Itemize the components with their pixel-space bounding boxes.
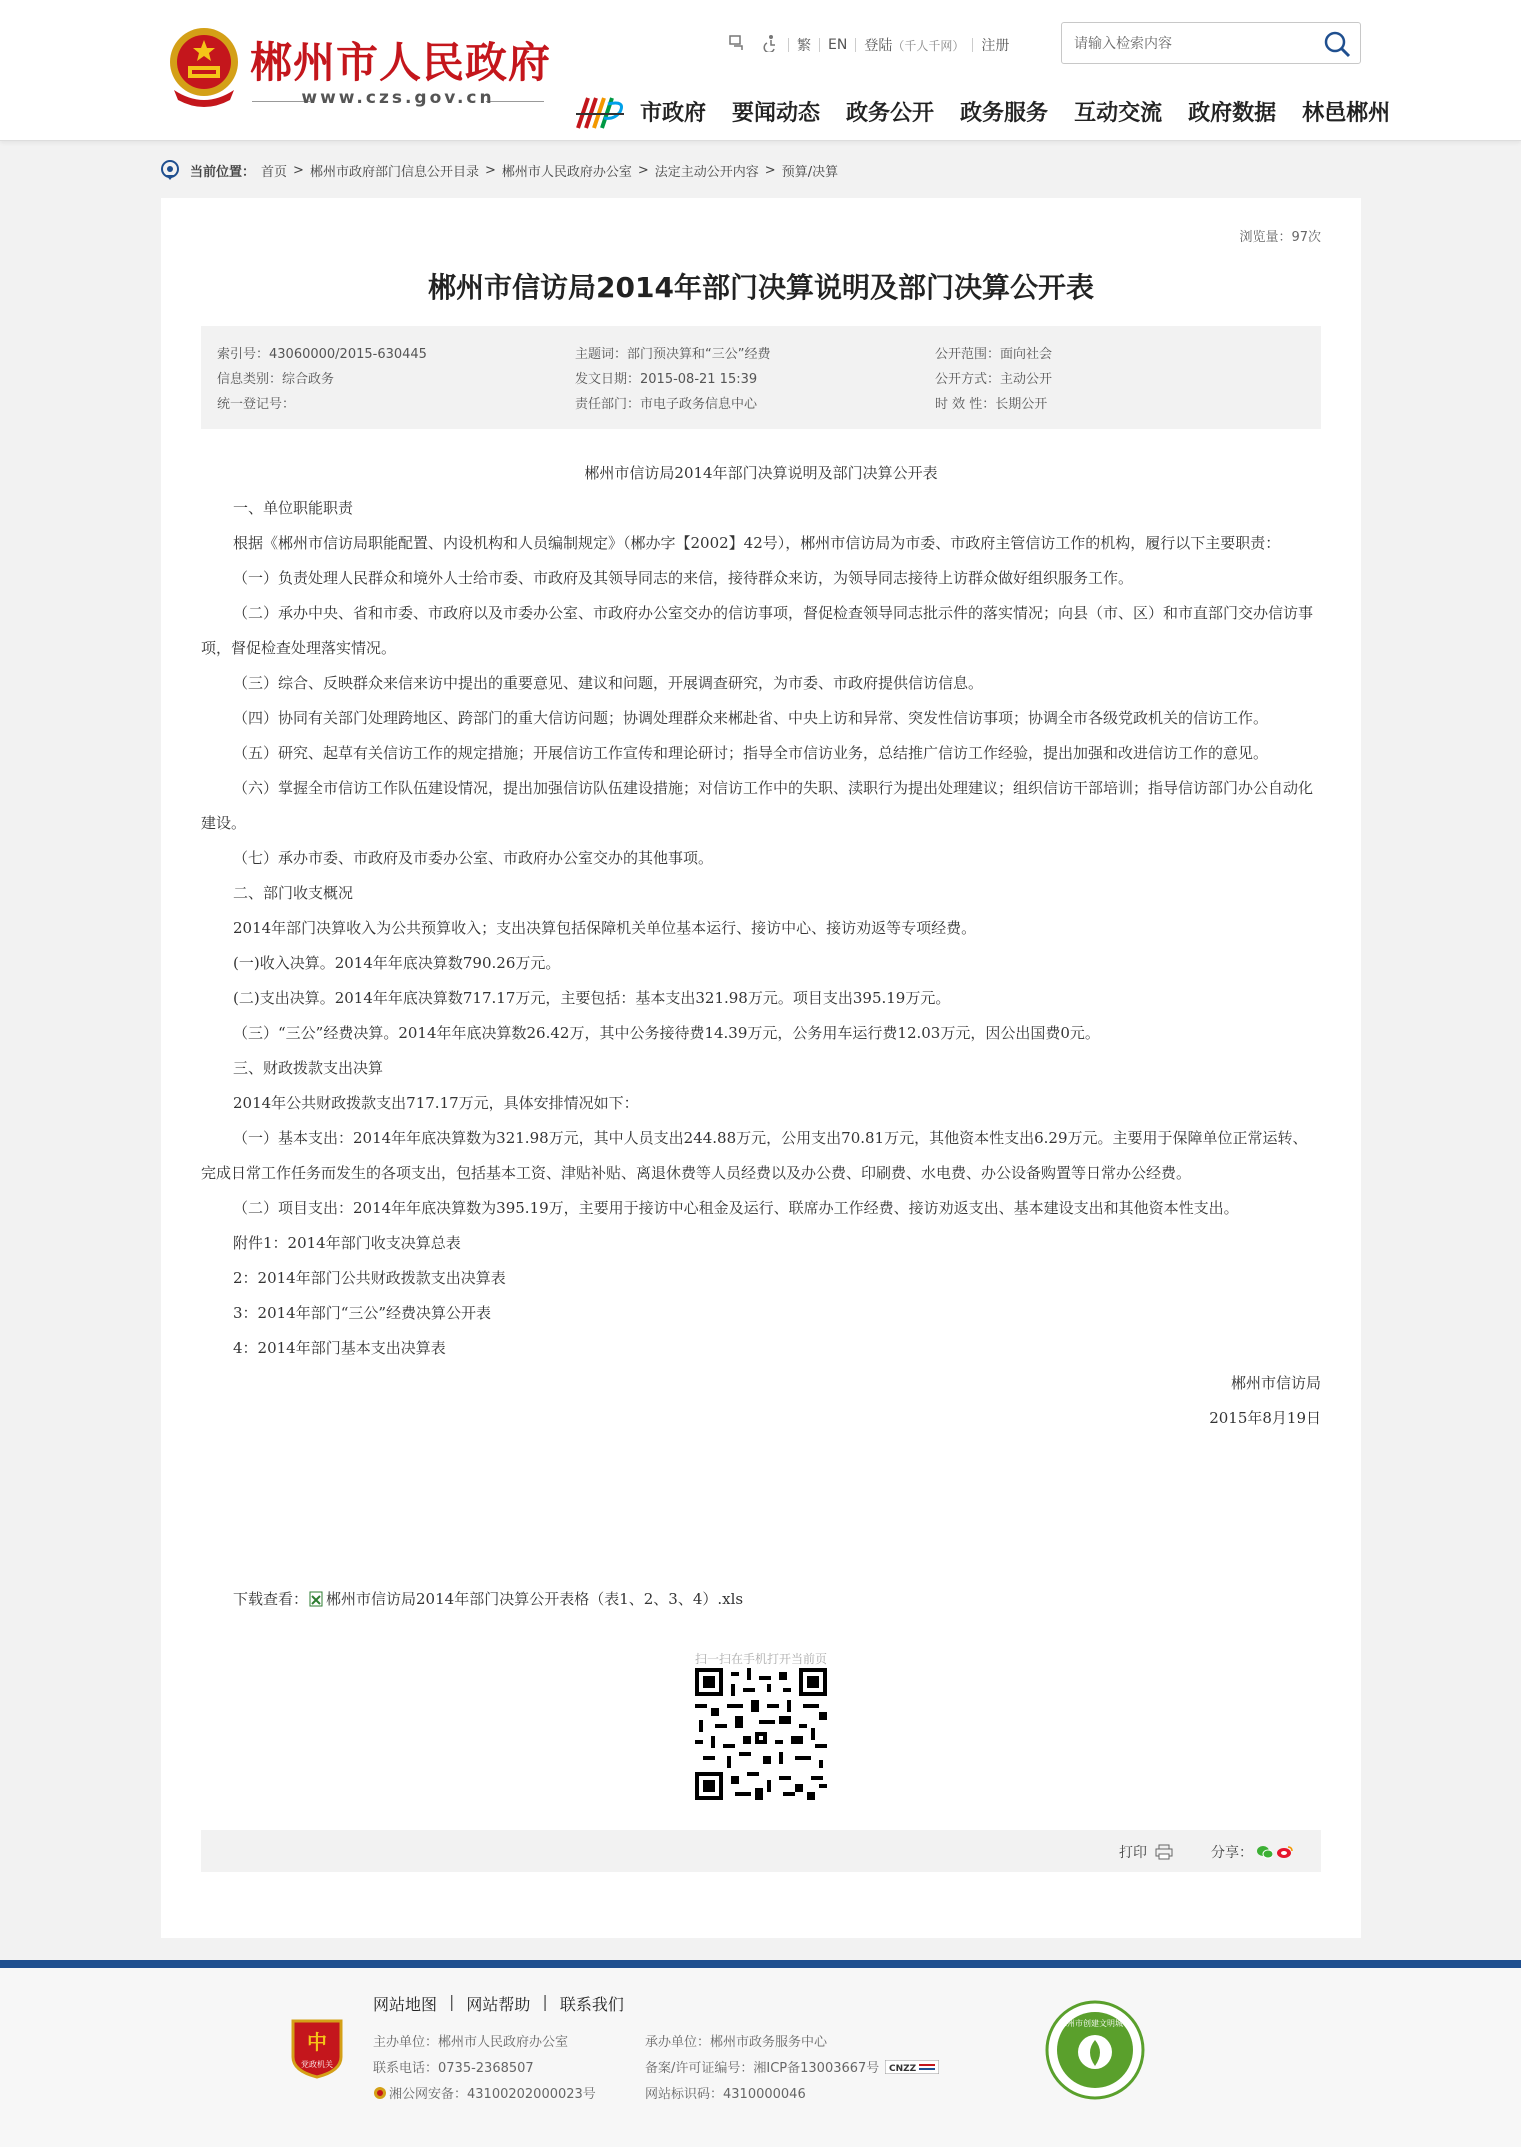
cnzz-label: CNZZ [889,2063,917,2074]
meta-subject: 主题词：部门预决算和“三公”经费 [575,347,771,362]
search-input[interactable] [1072,31,1316,57]
site-url: www.czs.gov.cn [301,88,495,108]
accessibility-icon[interactable] [720,34,754,56]
main-nav [640,96,1390,127]
paragraph: （三）综合、反映群众来信来访中提出的重要意见、建议和问题，开展调查研究，为市委、市政府提供信访信息。 [233,674,984,692]
paragraph: （一）负责处理人民群众和境外人士给市委、市政府及其领导同志的来信，接待群众来访，为领导同志接待上访群众做好组织服务工作。 [233,569,1134,587]
paragraph: （一）基本支出：2014年年底决算数为321.98万元，其中人员支出244.88万元，公用支出70.81万元，其他资本性支出6.29万元。主要用于保障单位正常运转、完成日常工作任务而发生的各项支出，包括基本工资、津贴补贴、离退休费等人员经费以及办公费、印刷费、水电费、办公设备购置等日常办公经费。 [201,1129,1308,1182]
meta-index-no: 索引号：43060000/2015-630445 [217,347,427,362]
print-label: 打印 [1119,1845,1147,1861]
breadcrumb-label: 当前位置： [190,164,256,180]
paragraph: 三、财政拨款支出决算 [233,1059,384,1077]
search-icon[interactable] [1322,29,1352,59]
meta-validity: 时 效 性：长期公开 [935,397,1048,412]
excel-file-icon [308,1591,324,1607]
meta-issue-date: 发文日期：2015-08-21 15:39 [575,372,758,387]
attachment-line: 3：2014年部门“三公”经费决算公开表 [233,1304,492,1322]
elder-care-icon[interactable] [754,34,788,56]
paragraph: （三）“三公”经费决算。2014年年底决算数26.42万，其中公务接待费14.39万元，公务用车运行费12.03万元，因公出国费0元。 [233,1024,1100,1042]
paragraph: （七）承办市委、市政府及市委办公室、市政府办公室交办的其他事项。 [233,849,714,867]
civilized-city-badge-icon[interactable] [1045,2000,1145,2100]
english-link[interactable]: EN [828,37,848,53]
footer-links [373,1992,624,2015]
nav-item-linyi[interactable]: 林邑郴州 [1302,101,1391,126]
article-body [201,456,1321,1436]
site-header [0,0,1521,141]
national-emblem-icon [164,24,244,108]
share-label: 分享： [1211,1845,1253,1861]
qr-caption: 扫一扫在手机打开当前页 [694,1652,827,1666]
breadcrumb-office[interactable]: 郴州市人民政府办公室 [501,164,632,180]
breadcrumb-separator: > [293,162,304,178]
contact-link[interactable]: 联系我们 [559,1995,624,2014]
login-label: 登陆 [864,38,893,54]
nav-item-services[interactable]: 政务服务 [960,101,1049,126]
site-name[interactable]: 郴州市人民政府 [250,38,552,87]
qr-code-icon [695,1668,827,1800]
meta-scope: 公开范围：面向社会 [935,347,1053,362]
body-title: 郴州市信访局2014年部门决算说明及部门决算公开表 [584,464,938,482]
breadcrumb-directory[interactable]: 郴州市政府部门信息公开目录 [309,164,479,180]
attachment-line: 2：2014年部门公共财政拨款支出决算表 [233,1269,506,1287]
separator: | [449,1992,455,2011]
paragraph: 2014年公共财政拨款支出717.17万元，具体安排情况如下： [233,1094,639,1112]
article-card [161,198,1361,1938]
footer-police-row[interactable] [373,2083,596,2102]
traditional-chinese-link[interactable]: 繁 [797,38,811,54]
seal-text: 党政机关 [301,2060,333,2069]
article-title: 郴州市信访局2014年部门决算说明及部门决算公开表 [428,271,1094,304]
login-link[interactable] [856,35,972,55]
cnzz-icon[interactable] [885,2060,939,2074]
nav-item-interaction[interactable]: 互动交流 [1074,101,1163,126]
party-government-seal-icon[interactable] [289,2013,345,2079]
breadcrumb-statutory[interactable]: 法定主动公开内容 [654,164,759,180]
register-link[interactable]: 注册 [981,38,1010,54]
separator: | [542,1992,548,2011]
breadcrumb [160,157,838,183]
meta-unified-no: 统一登记号： [217,397,296,412]
footer-police: 湘公网安备：43100202000023号 [389,2087,596,2102]
paragraph: 根据《郴州市信访局职能配置、内设机构和人员编制规定》（郴办字【2002】42号），郴州市信访局为市委、市政府主管信访工作的机构，履行以下主要职责： [233,534,1281,552]
breadcrumb-budget[interactable]: 预算/决算 [781,164,839,180]
footer-phone: 联系电话：0735-2368507 [373,2061,534,2076]
meta-dept: 责任部门：市电子政务信息中心 [575,397,758,412]
printer-icon [1155,1844,1173,1860]
paragraph: 2014年部门决算收入为公共预算收入；支出决算包括保障机关单位基本运行、接访中心、接访劝返等专项经费。 [233,919,977,937]
paragraph: （二）项目支出：2014年年底决算数为395.19万，主要用于接访中心租金及运行、联席办工作经费、接访劝返支出、基本建设支出和其他资本性支出。 [233,1199,1239,1217]
top-links [720,34,1017,56]
paragraph: 二、部门收支概况 [233,884,354,902]
footer-icp[interactable]: 备案/许可证编号：湘ICP备13003667号 [645,2061,880,2076]
search-box [1061,22,1361,64]
view-count: 浏览量：97次 [1239,230,1321,245]
attachment-line: 4：2014年部门基本支出决算表 [233,1339,446,1357]
wechat-icon[interactable] [1257,1845,1273,1859]
footer-organizer: 承办单位：郴州市政务服务中心 [645,2035,828,2050]
login-note: （千人千网） [892,39,965,53]
sign-date: 2015年8月19日 [1209,1409,1321,1427]
nav-item-news[interactable]: 要闻动态 [732,101,821,126]
chenzhou-logo-icon [574,90,628,132]
footer-host: 主办单位：郴州市人民政府办公室 [373,2035,569,2050]
paragraph: （六）掌握全市信访工作队伍建设情况，提出加强信访队伍建设措施；对信访工作中的失职、渎职行为提出处理建议；组织信访干部培训；指导信访部门办公自动化建设。 [201,779,1314,832]
paragraph: （五）研究、起草有关信访工作的规定措施；开展信访工作宣传和理论研讨；指导全市信访业务，总结推广信访工作经验，提出加强和改进信访工作的意见。 [233,744,1269,762]
breadcrumb-separator: > [637,162,649,178]
weibo-icon[interactable] [1277,1845,1293,1859]
footer-site-id: 网站标识码：4310000046 [645,2087,806,2102]
police-badge-icon [373,2086,387,2100]
svg-text:中: 中 [307,2030,327,2054]
download-row [233,1588,743,1609]
footer-icp-row [645,2057,939,2076]
paragraph: (一)收入决算。2014年年底决算数790.26万元。 [233,954,561,972]
article-toolbar [201,1830,1321,1872]
nav-item-government[interactable]: 市政府 [640,101,707,126]
help-link[interactable]: 网站帮助 [466,1995,531,2014]
paragraph: (二)支出决算。2014年年底决算数717.17万元，主要包括：基本支出321.98万元。项目支出395.19万元。 [233,989,951,1007]
breadcrumb-separator: > [764,162,776,178]
share-group [1211,1842,1293,1862]
download-file-link[interactable]: 郴州市信访局2014年部门决算公开表格（表1、2、3、4）.xls [326,1590,744,1608]
nav-item-open-affairs[interactable]: 政务公开 [846,101,935,126]
article-meta [201,326,1321,429]
paragraph: （二）承办中央、省和市委、市政府以及市委办公室、市政府办公室交办的信访事项，督促检查领导同志批示件的落实情况；向县（市、区）和市直部门交办信访事项，督促检查处理落实情况。 [201,604,1314,657]
site-footer [0,1960,1521,2147]
attachment-line: 附件1：2014年部门收支决算总表 [233,1234,461,1252]
meta-method: 公开方式：主动公开 [935,372,1053,387]
breadcrumb-separator: > [484,162,496,178]
nav-item-data[interactable]: 政府数据 [1188,101,1277,126]
meta-category: 信息类别：综合政务 [217,372,335,387]
badge-text: 郴州市创建文明城市 [1059,2019,1131,2028]
paragraph: 一、单位职能职责 [233,499,354,517]
download-label: 下载查看： [233,1590,309,1608]
signature: 郴州市信访局 [1230,1374,1321,1392]
paragraph: （四）协同有关部门处理跨地区、跨部门的重大信访问题；协调处理群众来郴赴省、中央上访和异常、突发性信访事项；协调全市各级党政机关的信访工作。 [233,709,1269,727]
location-pin-icon [160,159,180,181]
print-button[interactable] [1119,1842,1173,1862]
breadcrumb-home[interactable]: 首页 [261,164,288,180]
sitemap-link[interactable]: 网站地图 [373,1995,438,2014]
